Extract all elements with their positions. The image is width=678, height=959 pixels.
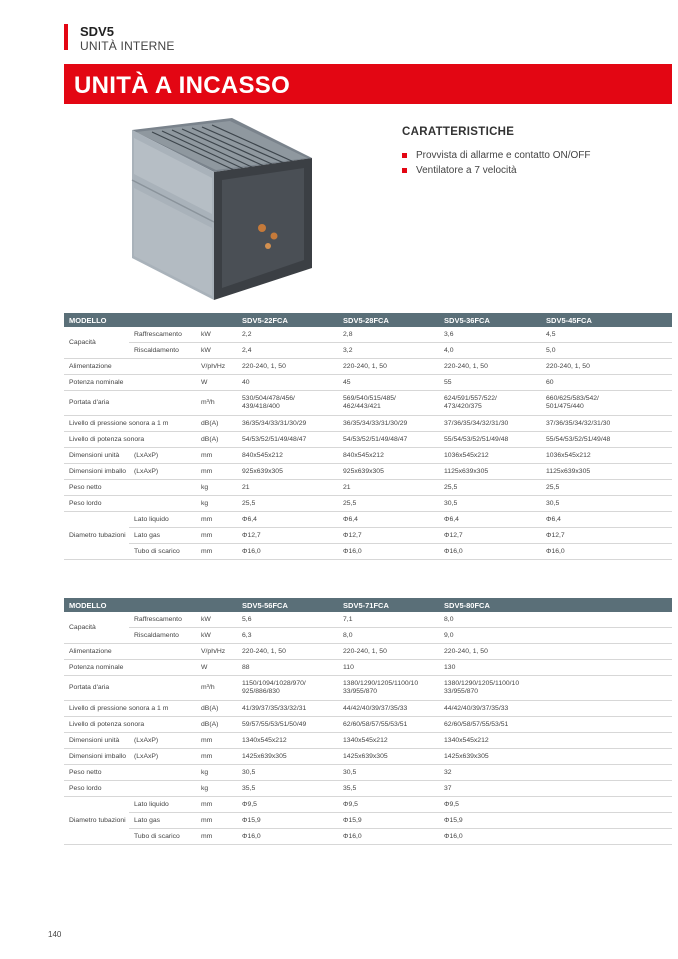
table-row: Capacità Raffrescamento kW 5,6 7,1 8,0 — [64, 612, 672, 628]
table-row: Livello di potenza sonora dB(A) 59/57/55/53/51/50/49 62/60/58/57/55/53/51 62/60/58/57/55/53/51 — [64, 717, 672, 733]
table-header-row: MODELLO SDV5-22FCA SDV5-28FCA SDV5-36FCA SDV5-45FCA — [64, 313, 672, 327]
header-accent-bar — [64, 24, 68, 50]
table-row: Livello di pressione sonora a 1 m dB(A) 36/35/34/33/31/30/29 36/35/34/33/31/30/29 37/36/35/34/32/31/30 37/36/35/34/32/31/30 — [64, 416, 672, 432]
table-row: Peso lordo kg 25,5 25,5 30,5 30,5 — [64, 496, 672, 512]
section-banner — [64, 64, 672, 104]
table-row: Dimensioni imballo (LxAxP) mm 925x639x305 925x639x305 1125x639x305 1125x639x305 — [64, 464, 672, 480]
table-row: Lato gas mm Φ12,7 Φ12,7 Φ12,7 Φ12,7 — [64, 528, 672, 544]
table-row: Potenza nominale W 40 45 55 60 — [64, 375, 672, 391]
features-list — [402, 148, 591, 178]
feature-item: Provvista di allarme e contatto ON/OFF — [402, 148, 591, 163]
table-row: Capacità Raffrescamento kW 2,2 2,8 3,6 4,5 — [64, 327, 672, 343]
table-row: Alimentazione V/ph/Hz 220-240, 1, 50 220-240, 1, 50 220-240, 1, 50 220-240, 1, 50 — [64, 359, 672, 375]
table-header-row: MODELLO SDV5-56FCA SDV5-71FCA SDV5-80FCA — [64, 598, 672, 612]
table-row: Portata d'aria m³/h 530/504/478/456/ 439/418/400 569/540/515/485/ 462/443/421 624/591/557/522/ 473/420/375 660/625/583/542/ 501/475/440 — [64, 391, 672, 416]
bullet-square-icon — [402, 153, 407, 158]
section-title: UNITÀ A INCASSO — [74, 72, 291, 99]
col-header-modello: MODELLO — [64, 598, 237, 612]
series-subtitle: UNITÀ INTERNE — [80, 39, 175, 53]
table-row: Lato gas mm Φ15,9 Φ15,9 Φ15,9 — [64, 813, 672, 829]
table-row: Dimensioni imballo (LxAxP) mm 1425x639x305 1425x639x305 1425x639x305 — [64, 749, 672, 765]
spec-table-2 — [64, 598, 672, 845]
features-title: CARATTERISTICHE — [402, 126, 515, 138]
table-row: Diametro tubazioni Lato liquido mm Φ6,4 Φ6,4 Φ6,4 Φ6,4 — [64, 512, 672, 528]
table-row: Peso netto kg 30,5 30,5 32 — [64, 765, 672, 781]
table-row: Portata d'aria m³/h 1150/1094/1028/970/ 925/886/830 1380/1290/1205/1100/10 33/955/870 1380/1290/1205/1100/10 33/955/870 — [64, 676, 672, 701]
table-row: Livello di potenza sonora dB(A) 54/53/52/51/49/48/47 54/53/52/51/49/48/47 55/54/53/52/51/49/48 55/54/53/52/51/49/48 — [64, 432, 672, 448]
table-row: Livello di pressione sonora a 1 m dB(A) 41/39/37/35/33/32/31 44/42/40/39/37/35/33 44/42/40/39/37/35/33 — [64, 701, 672, 717]
series-title: SDV5 — [80, 24, 114, 39]
table-row: Tubo di scarico mm Φ16,0 Φ16,0 Φ16,0 — [64, 829, 672, 845]
col-header-modello: MODELLO — [64, 313, 237, 327]
table-row: Peso lordo kg 35,5 35,5 37 — [64, 781, 672, 797]
feature-item: Ventilatore a 7 velocità — [402, 163, 591, 178]
table-row: Riscaldamento kW 2,4 3,2 4,0 5,0 — [64, 343, 672, 359]
page-number: 140 — [48, 930, 62, 939]
spec-table-1 — [64, 313, 672, 560]
table-row: Dimensioni unità (LxAxP) mm 840x545x212 840x545x212 1036x545x212 1036x545x212 — [64, 448, 672, 464]
bullet-square-icon — [402, 168, 407, 173]
table-row: Tubo di scarico mm Φ16,0 Φ16,0 Φ16,0 Φ16,0 — [64, 544, 672, 560]
table-row: Diametro tubazioni Lato liquido mm Φ9,5 Φ9,5 Φ9,5 — [64, 797, 672, 813]
table-row: Dimensioni unità (LxAxP) mm 1340x545x212 1340x545x212 1340x545x212 — [64, 733, 672, 749]
table-row: Alimentazione V/ph/Hz 220-240, 1, 50 220-240, 1, 50 220-240, 1, 50 — [64, 644, 672, 660]
product-image — [122, 118, 322, 303]
table-row: Peso netto kg 21 21 25,5 25,5 — [64, 480, 672, 496]
table-row: Potenza nominale W 88 110 130 — [64, 660, 672, 676]
table-row: Riscaldamento kW 6,3 8,0 9,0 — [64, 628, 672, 644]
